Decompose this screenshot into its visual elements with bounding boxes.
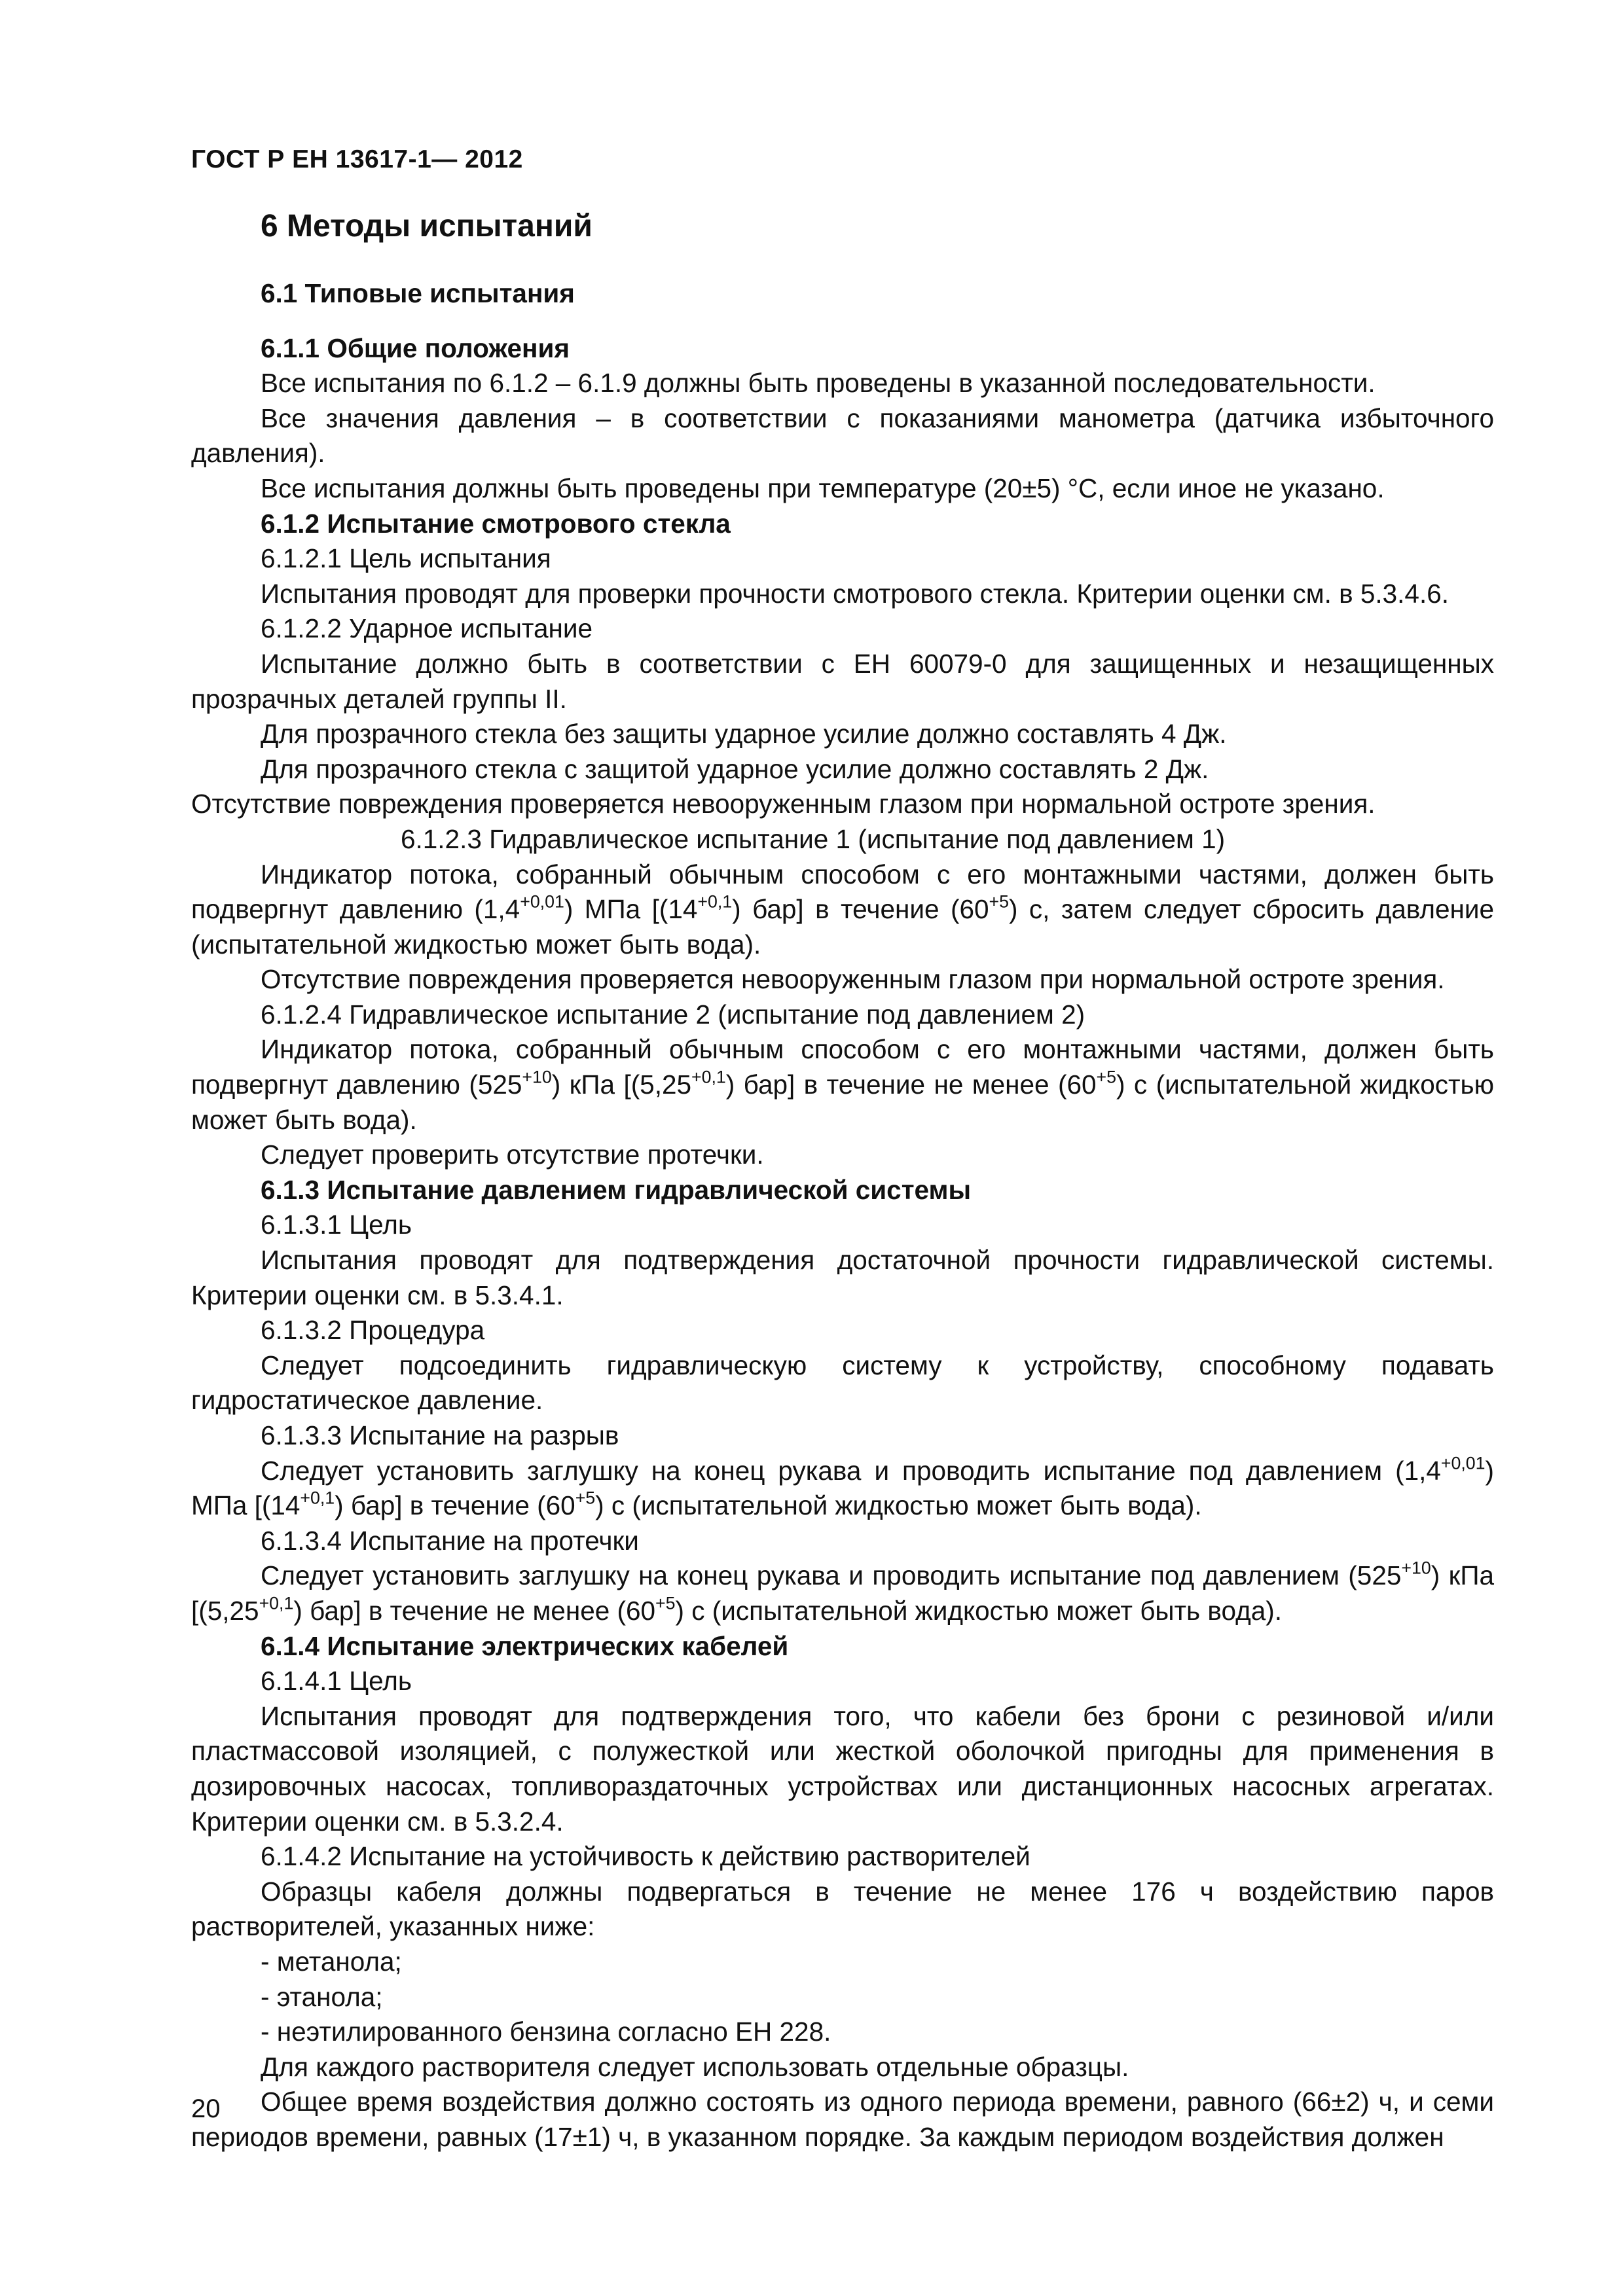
heading-6-1: 6.1 Типовые испытания bbox=[261, 278, 575, 308]
text-run: ) кПа [(5,25 bbox=[551, 1069, 692, 1100]
subheading: 6.1.2.2 Ударное испытание bbox=[261, 613, 593, 644]
paragraph: Для прозрачного стекла без защиты ударное усилие должно составлять 4 Дж. bbox=[261, 719, 1227, 749]
document-header: ГОСТ Р ЕН 13617-1— 2012 bbox=[191, 145, 523, 173]
paragraph: Отсутствие повреждения проверяется невооруженным глазом при нормальной остроте зрения. bbox=[261, 964, 1445, 995]
superscript-tolerance: +5 bbox=[655, 1593, 676, 1613]
text-run: ) бар] в течение не менее (60 bbox=[293, 1595, 656, 1626]
text-run: ) с, затем следует сбросить давление (испытательной жидкостью может быть вода). bbox=[191, 894, 1495, 960]
superscript-tolerance: +0,1 bbox=[300, 1488, 335, 1508]
paragraph: Для прозрачного стекла с защитой ударное усилие должно составлять 2 Дж. bbox=[261, 753, 1209, 784]
superscript-tolerance: +5 bbox=[1096, 1067, 1116, 1087]
list-item: - метанола; bbox=[261, 1946, 402, 1977]
subheading: 6.1.4.1 Цель bbox=[261, 1666, 412, 1696]
heading-6-1-3: 6.1.3 Испытание давлением гидравлической системы bbox=[261, 1174, 972, 1205]
subheading: 6.1.3.1 Цель bbox=[261, 1210, 412, 1240]
superscript-tolerance: +0,1 bbox=[697, 891, 733, 912]
text-run: Следует установить заглушку на конец рукава и проводить испытание под давлением (1,4 bbox=[261, 1455, 1441, 1486]
text-run: ) кПа [(5,25 bbox=[191, 1560, 1495, 1626]
paragraph: Отсутствие повреждения проверяется невооруженным глазом при нормальной остроте зрения. bbox=[191, 789, 1376, 819]
superscript-tolerance: +0,01 bbox=[1440, 1453, 1486, 1473]
heading-6-1-2: 6.1.2 Испытание смотрового стекла bbox=[261, 508, 731, 539]
paragraph: Испытание должно быть в соответствии с ЕН 60079-0 для защищенных и незащищенных прозрачных деталей группы II. bbox=[191, 648, 1494, 714]
paragraph bbox=[191, 1454, 1494, 1524]
paragraph: Общее время воздействия должно состоять из одного периода времени, равного (66±2) ч, и семи периодов времени, равных (17±1) ч, в указанном порядке. За каждым периодом воздействия должен bbox=[191, 2087, 1494, 2152]
paragraph: Образцы кабеля должны подвергаться в течение не менее 176 ч воздействию паров растворителей, указанных ниже: bbox=[191, 1876, 1494, 1942]
superscript-tolerance: +5 bbox=[989, 891, 1009, 912]
section-title: 6 Методы испытаний bbox=[261, 209, 593, 243]
paragraph: Все испытания по 6.1.2 – 6.1.9 должны быть проведены в указанной последовательности. bbox=[261, 368, 1376, 399]
subheading: 6.1.3.2 Процедура bbox=[261, 1315, 485, 1346]
paragraph: Для каждого растворителя следует использовать отдельные образцы. bbox=[261, 2051, 1129, 2082]
text-run: ) с (испытательной жидкостью может быть вода). bbox=[595, 1490, 1202, 1521]
text-run: ) МПа [(14 bbox=[564, 894, 698, 925]
list-item: - этанола; bbox=[261, 1981, 383, 2012]
text-run: ) с (испытательной жидкостью может быть вода). bbox=[675, 1595, 1282, 1626]
subheading: 6.1.4.2 Испытание на устойчивость к действию растворителей bbox=[261, 1841, 1030, 1872]
paragraph bbox=[191, 1558, 1494, 1628]
paragraph: Все значения давления – в соответствии с показаниями манометра (датчика избыточного давления). bbox=[191, 403, 1494, 469]
paragraph: Испытания проводят для подтверждения того, что кабели без брони с резиновой и/или пластмассовой изоляцией, с полужесткой или жесткой оболочкой пригодны для применения в дозировочных насосах, топливораздаточных устройствах или дистанционных насосных агрегатах. Критерии оценки см. в 5.3.2.4. bbox=[191, 1700, 1494, 1837]
heading-6-1-4: 6.1.4 Испытание электрических кабелей bbox=[261, 1630, 789, 1661]
subheading: 6.1.2.3 Гидравлическое испытание 1 (испытание под давлением 1) bbox=[401, 823, 1226, 854]
paragraph: Испытания проводят для проверки прочности смотрового стекла. Критерии оценки см. в 5.3.4.6. bbox=[261, 578, 1449, 609]
superscript-tolerance: +0,1 bbox=[691, 1067, 726, 1087]
text-run: ) МПа [(14 bbox=[191, 1455, 1494, 1521]
superscript-tolerance: +5 bbox=[575, 1488, 596, 1508]
text-run: ) бар] в течение (60 bbox=[732, 894, 989, 925]
text-run: Индикатор потока, собранный обычным способом с его монтажными частями, должен быть подвергнут давлению (525 bbox=[191, 1034, 1494, 1100]
paragraph: Все испытания должны быть проведены при температуре (20±5) °С, если иное не указано. bbox=[261, 473, 1385, 503]
heading-6-1-1: 6.1.1 Общие положения bbox=[261, 332, 570, 363]
paragraph: Следует проверить отсутствие протечки. bbox=[261, 1139, 764, 1170]
superscript-tolerance: +0,1 bbox=[259, 1593, 294, 1613]
text-run: ) бар] в течение не менее (60 bbox=[725, 1069, 1097, 1100]
subheading: 6.1.2.4 Гидравлическое испытание 2 (испытание под давлением 2) bbox=[261, 999, 1085, 1030]
superscript-tolerance: +0,01 bbox=[520, 891, 564, 912]
text-run: ) бар] в течение (60 bbox=[335, 1490, 575, 1521]
paragraph bbox=[191, 1032, 1494, 1138]
text-run: Следует установить заглушку на конец рукава и проводить испытание под давлением (525 bbox=[261, 1560, 1402, 1591]
subheading: 6.1.2.1 Цель испытания bbox=[261, 543, 551, 574]
superscript-tolerance: +10 bbox=[522, 1067, 552, 1087]
page-body bbox=[191, 276, 1494, 2155]
subheading: 6.1.3.4 Испытание на протечки bbox=[261, 1525, 639, 1556]
paragraph: Следует подсоединить гидравлическую систему к устройству, способному подавать гидростатическое давление. bbox=[191, 1350, 1494, 1416]
text-run: ) с (испытательной жидкостью может быть вода). bbox=[191, 1069, 1494, 1135]
page-number: 20 bbox=[191, 2094, 221, 2123]
text-run: Индикатор потока, собранный обычным способом с его монтажными частями, должен быть подвергнут давлению (1,4 bbox=[191, 859, 1494, 925]
paragraph: Испытания проводят для подтверждения достаточной прочности гидравлической системы. Критерии оценки см. в 5.3.4.1. bbox=[191, 1245, 1494, 1310]
superscript-tolerance: +10 bbox=[1401, 1558, 1431, 1578]
paragraph bbox=[191, 857, 1494, 963]
subheading: 6.1.3.3 Испытание на разрыв bbox=[261, 1420, 619, 1450]
list-item: - неэтилированного бензина согласно ЕН 228. bbox=[261, 2017, 831, 2047]
